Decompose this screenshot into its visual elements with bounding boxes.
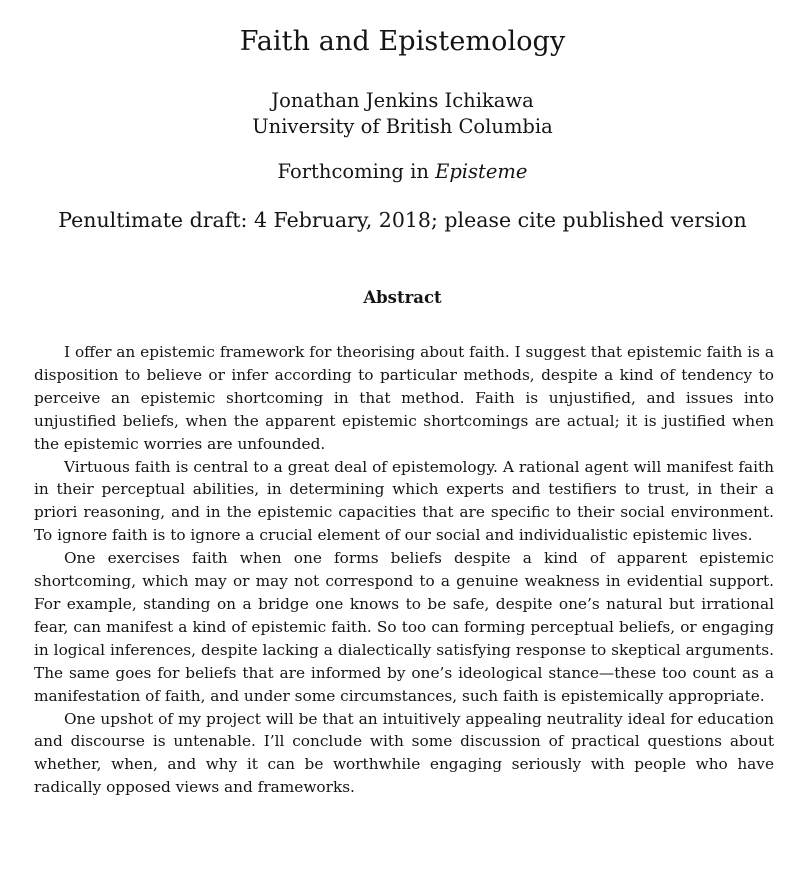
abstract-body <box>34 341 774 799</box>
author-affiliation: University of British Columbia <box>252 115 553 138</box>
abstract-heading: Abstract <box>363 288 442 307</box>
forthcoming-prefix: Forthcoming in <box>277 160 436 183</box>
journal-name: Episteme <box>435 160 528 183</box>
abstract-paragraph-1: I offer an epistemic framework for theorising about faith. I suggest that epistemic faith is a disposition to believe or infer according to particular methods, despite a kind of tendency to perceive an epistemic shortcoming in that method. Faith is unjustified, and issues into unjustified beliefs, when the apparent epistemic shortcomings are actual; it is justified when the epistemic worries are unfounded. <box>34 343 774 453</box>
abstract-paragraph-3: One exercises faith when one forms beliefs despite a kind of apparent epistemic shortcoming, which may or may not correspond to a genuine weakness in evidential support. For example, standing on a bridge one knows to be safe, despite one’s natural but irrational fear, can manifest a kind of epistemic faith. So too can forming perceptual beliefs, or engaging in logical inferences, despite lacking a dialectically satisfying response to skeptical arguments. The same goes for beliefs that are informed by one’s ideological stance—these too count as a manifestation of faith, and under some circumstances, such faith is epistemically appropriate. <box>34 549 774 705</box>
author-block <box>0 88 805 140</box>
draft-note: Penultimate draft: 4 February, 2018; please cite published version <box>58 208 747 232</box>
abstract-paragraph-2: Virtuous faith is central to a great deal of epistemology. A rational agent will manifest faith in their perceptual abilities, in determining which experts and testifiers to trust, in their a priori reasoning, and in the epistemic capacities that are specific to their social environment. To ignore faith is to ignore a crucial element of our social and individualistic epistemic lives. <box>34 457 774 545</box>
forthcoming-line <box>0 160 805 183</box>
author-name: Jonathan Jenkins Ichikawa <box>271 89 534 112</box>
abstract-paragraph-4: One upshot of my project will be that an intuitively appealing neutrality ideal for education and discourse is untenable. I’ll conclude with some discussion of practical questions about whether, when, and why it can be worthwhile engaging seriously with people who have radically opposed views and frameworks. <box>34 709 774 797</box>
paper-title: Faith and Epistemology <box>239 26 566 57</box>
